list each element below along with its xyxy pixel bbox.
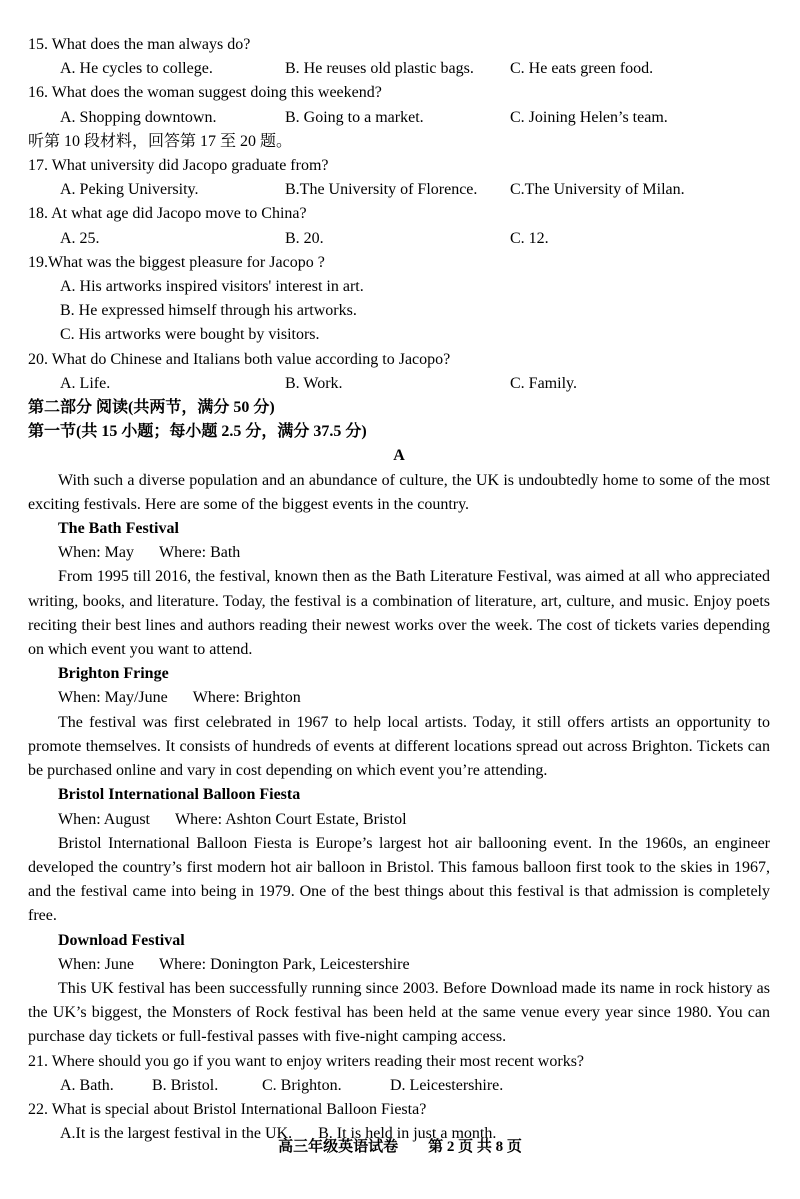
festival-section-bath	[28, 517, 770, 662]
festival-when-where	[28, 808, 770, 832]
question-19: 19.What was the biggest pleasure for Jacopo ?	[28, 253, 325, 271]
question-17-options	[28, 178, 770, 202]
question-22: 22. What is special about Bristol International Balloon Fiesta?	[28, 1100, 427, 1118]
option-a: A. Life.	[60, 374, 111, 392]
festival-when-where	[28, 953, 770, 977]
question-18-options	[28, 227, 770, 251]
question-15: 15. What does the man always do?	[28, 36, 251, 53]
option-b: B. It is held in just a month.	[318, 1125, 497, 1143]
question-19-options	[28, 275, 770, 348]
festival-description: This UK festival has been successfully running since 2003. Before Download made its name in rock history as the UK’s biggest, the Monsters of Rock festival has been held at the same venue every year since 1980. You can purchase day tickets or full-festival passes with five-night camping access.	[28, 979, 770, 1046]
festival-name: The Bath Festival	[58, 520, 179, 538]
option-b: B. Work.	[285, 374, 343, 392]
festival-when-where	[28, 541, 770, 565]
festival-name: Download Festival	[58, 931, 185, 949]
option-a: A. He cycles to college.	[60, 60, 213, 78]
festival-when: When: June	[58, 955, 134, 973]
listening-section-note: 听第 10 段材料，回答第 17 至 20 题。	[28, 132, 293, 150]
option-a: A. 25.	[60, 229, 100, 247]
festival-when: When: May/June	[58, 689, 168, 707]
option-b: B. He reuses old plastic bags.	[285, 60, 474, 78]
part2-title: 第二部分 阅读(共两节，满分 50 分)	[28, 399, 275, 417]
option-a: A.It is the largest festival in the UK.	[60, 1125, 293, 1143]
festival-section-brighton	[28, 662, 770, 783]
option-a: A. Peking University.	[60, 181, 199, 199]
festival-when-where	[28, 686, 770, 710]
festival-name: Bristol International Balloon Fiesta	[58, 786, 301, 804]
footer-page-number: 第 2 页 共 8 页	[428, 1138, 522, 1155]
option-c: C. Joining Helen’s team.	[510, 108, 668, 126]
question-20: 20. What do Chinese and Italians both value according to Jacopo?	[28, 350, 451, 368]
festival-where: Where: Brighton	[192, 689, 301, 707]
page-footer	[0, 1135, 800, 1159]
option-b: B. 20.	[285, 229, 324, 247]
question-17: 17. What university did Jacopo graduate from?	[28, 157, 329, 175]
question-20-options	[28, 372, 770, 396]
question-16: 16. What does the woman suggest doing this weekend?	[28, 84, 382, 102]
section1-title: 第一节(共 15 小题；每小题 2.5 分，满分 37.5 分)	[28, 423, 367, 441]
option-a: A. His artworks inspired visitors' interest in art.	[60, 278, 364, 296]
festival-where: Where: Ashton Court Estate, Bristol	[175, 810, 407, 828]
festival-section-bristol	[28, 783, 770, 928]
question-21-options	[28, 1074, 770, 1098]
festival-description: The festival was first celebrated in 1967 to help local artists. Today, it still offers artists an opportunity to promote themselves. It consists of hundreds of events at different locations spread out across Brighton. Tickets can be purchased online and vary in cost depending on which event you’re attending.	[28, 713, 770, 780]
option-c: C.The University of Milan.	[510, 181, 685, 199]
passage-label: A	[393, 447, 405, 465]
option-c: C. He eats green food.	[510, 60, 654, 78]
option-b: B. Bristol.	[152, 1076, 219, 1094]
festival-where: Where: Donington Park, Leicestershire	[158, 955, 410, 973]
festival-description: From 1995 till 2016, the festival, known then as the Bath Literature Festival, was aimed at all who appreciated writing, books, and literature. Today, the festival is a combination of literature, art, culture, and music. Enjoy poets reciting their best lines and authors reading their newest works over the week. The cost of tickets varies depending on which event you want to attend.	[28, 568, 770, 659]
festival-description: Bristol International Balloon Fiesta is Europe’s largest hot air ballooning event. In the 1960s, an engineer developed the country’s first modern hot air balloon in Bristol. This famous balloon first took to the skies in 1967, and the festival came into being in 1979. One of the best things about this festival is that admission is completely free.	[28, 834, 770, 925]
option-d: D. Leicestershire.	[390, 1076, 504, 1094]
question-15-options	[28, 57, 770, 81]
option-a: A. Bath.	[60, 1076, 114, 1094]
option-c: C. His artworks were bought by visitors.	[60, 326, 320, 344]
option-b: B.The University of Florence.	[285, 181, 478, 199]
festival-name: Brighton Fringe	[58, 665, 169, 683]
question-16-options	[28, 106, 770, 130]
option-c: C. Brighton.	[262, 1076, 342, 1094]
option-b: B. He expressed himself through his artworks.	[60, 302, 357, 320]
option-c: C. 12.	[510, 229, 549, 247]
option-c: C. Family.	[510, 374, 577, 392]
festival-when: When: May	[58, 544, 134, 562]
passage-intro: With such a diverse population and an abundance of culture, the UK is undoubtedly home to some of the most exciting festivals. Here are some of the biggest events in the country.	[28, 471, 770, 513]
option-b: B. Going to a market.	[285, 108, 424, 126]
festival-when: When: August	[58, 810, 150, 828]
festival-section-download	[28, 929, 770, 1050]
option-a: A. Shopping downtown.	[60, 108, 217, 126]
footer-paper-title: 高三年级英语试卷	[278, 1138, 399, 1155]
question-21: 21. Where should you go if you want to enjoy writers reading their most recent works?	[28, 1052, 585, 1070]
festival-where: Where: Bath	[158, 544, 241, 562]
question-18: 18. At what age did Jacopo move to China?	[28, 205, 307, 223]
